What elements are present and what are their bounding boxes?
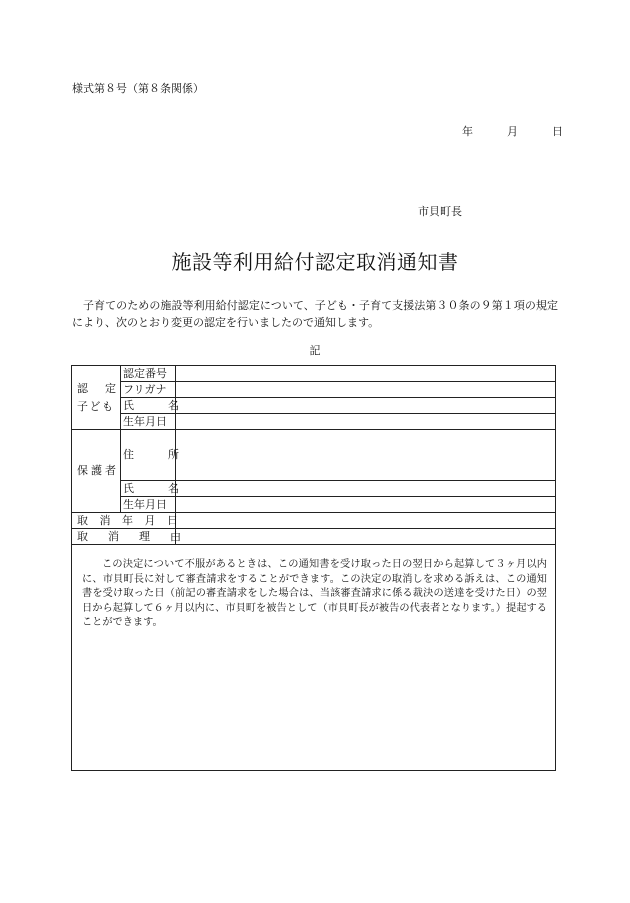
row-divider	[120, 381, 555, 382]
intro-paragraph: 子育てのための施設等利用給付認定について、子ども・子育て支援法第３０条の９第１項の規定により、次のとおり変更の認定を行いましたので通知します。	[72, 299, 558, 329]
row-divider	[120, 480, 555, 481]
date-year-label: 年	[462, 125, 473, 138]
ki-heading: 記	[309, 344, 321, 357]
field-label-guardian-name: 氏名	[123, 482, 213, 495]
row-divider	[120, 413, 555, 414]
field-label-address: 住所	[123, 448, 213, 461]
section-divider	[72, 429, 555, 430]
form-table	[71, 365, 556, 771]
date-line	[462, 123, 563, 139]
row-divider	[72, 528, 555, 529]
column-divider	[120, 366, 121, 512]
date-month-label: 月	[507, 125, 518, 138]
section-divider	[72, 512, 555, 513]
row-divider	[120, 496, 555, 497]
guardian-section-label: 保護者	[77, 464, 119, 477]
field-label-certification-number: 認定番号	[123, 367, 167, 380]
field-label-cancel-date: 取消年月日	[77, 514, 190, 527]
child-section-label-line2: 子ども	[77, 400, 115, 413]
date-day-label: 日	[552, 125, 563, 138]
field-label-cancel-reason: 取消理由	[77, 530, 201, 543]
issuer-name: 市貝町長	[418, 205, 462, 218]
field-label-guardian-birthdate: 生年月日	[123, 498, 167, 511]
row-divider	[120, 397, 555, 398]
form-number: 様式第８号（第８条関係）	[72, 82, 204, 95]
child-section-label-line1: 認 定	[77, 382, 116, 395]
field-label-child-birthdate: 生年月日	[123, 415, 167, 428]
field-label-furigana: フリガナ	[123, 383, 167, 396]
section-divider	[72, 544, 555, 545]
field-label-child-name: 氏名	[123, 399, 213, 412]
document-title: 施設等利用給付認定取消通知書	[171, 250, 459, 274]
appeal-notice: この決定について不服があるときは、この通知書を受け取った日の翌日から起算して３ヶ月以内に、市貝町長に対して審査請求をすることができます。この決定の取消しを求める訴えは、この通知書を受け取った日（前記の審査請求をした場合は、当該審査請求に係る裁決の送達を受けた日）の翌日から起算して６ヶ月以内に、市貝町を被告として（市貝町長が被告の代表者となります。）提起することができます。	[82, 559, 547, 628]
